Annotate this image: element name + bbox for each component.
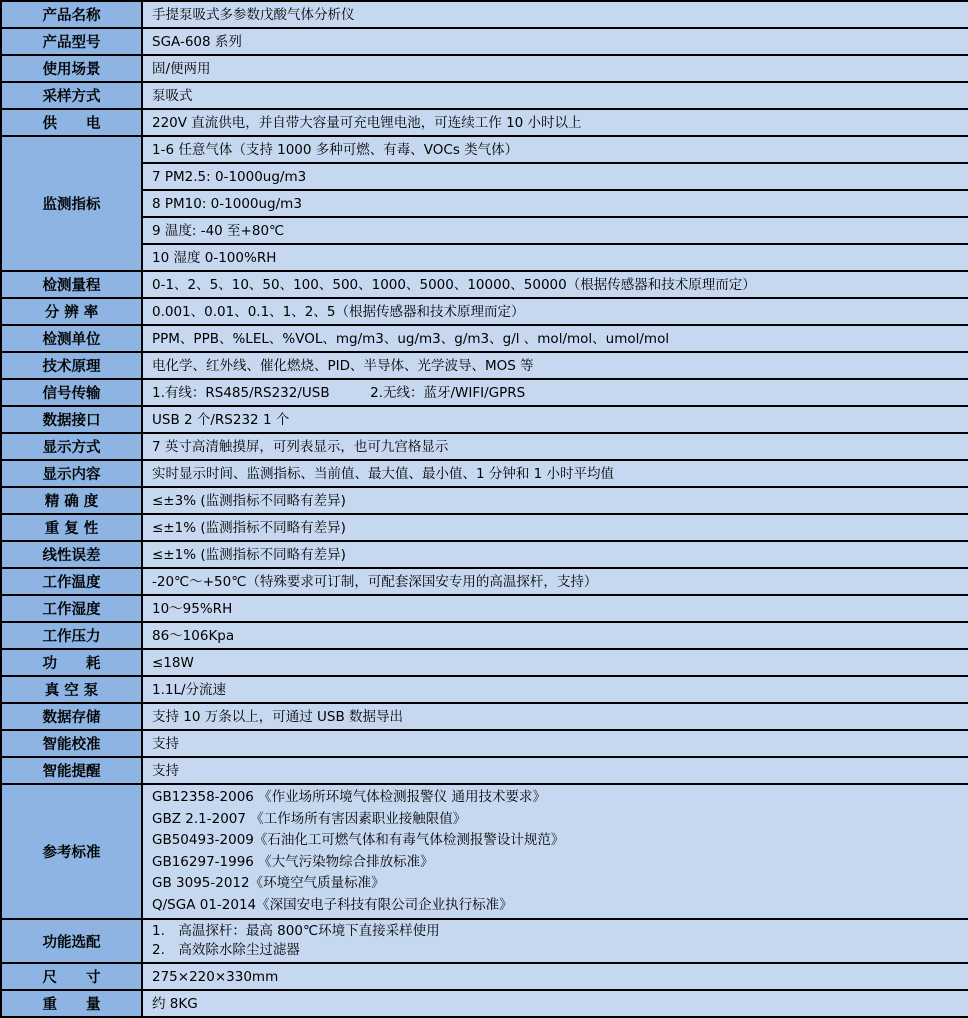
spec-value: 0-1、2、5、10、50、100、500、1000、5000、10000、50000（根据传感器和技术原理而定） bbox=[142, 271, 968, 298]
row-technical-principle bbox=[1, 352, 968, 379]
spec-value: 220V 直流供电，并自带大容量可充电锂电池，可连续工作 10 小时以上 bbox=[142, 109, 968, 136]
spec-value: 10～95%RH bbox=[142, 595, 968, 622]
row-data-interface bbox=[1, 406, 968, 433]
spec-label: 信号传输 bbox=[1, 379, 142, 406]
row-power-supply bbox=[1, 109, 968, 136]
spec-label: 精 确 度 bbox=[1, 487, 142, 514]
row-display-content bbox=[1, 460, 968, 487]
row-vacuum-pump bbox=[1, 676, 968, 703]
spec-value: 1.1L/分流速 bbox=[142, 676, 968, 703]
standard-item: GB50493-2009《石油化工可燃气体和有毒气体检测报警设计规范》 bbox=[152, 832, 565, 848]
spec-value: ≤±1% (监测指标不同略有差异) bbox=[142, 514, 968, 541]
row-usage-scenario bbox=[1, 55, 968, 82]
spec-label: 检测量程 bbox=[1, 271, 142, 298]
spec-value: -20℃～+50℃（特殊要求可订制，可配套深国安专用的高温探杆，支持） bbox=[142, 568, 968, 595]
spec-value: 支持 bbox=[142, 757, 968, 784]
row-monitoring-indicators bbox=[1, 244, 968, 271]
standard-item: GB12358-2006 《作业场所环境气体检测报警仪 通用技术要求》 bbox=[152, 789, 546, 805]
spec-value: ≤±3% (监测指标不同略有差异) bbox=[142, 487, 968, 514]
row-product-model bbox=[1, 28, 968, 55]
spec-label: 数据存储 bbox=[1, 703, 142, 730]
row-product-name bbox=[1, 1, 968, 28]
spec-value: 手提泵吸式多参数戊酸气体分析仪 bbox=[142, 1, 968, 28]
spec-label: 数据接口 bbox=[1, 406, 142, 433]
spec-label: 功能选配 bbox=[1, 919, 142, 963]
spec-label: 工作压力 bbox=[1, 622, 142, 649]
row-linearity-error bbox=[1, 541, 968, 568]
row-power-consumption bbox=[1, 649, 968, 676]
row-detection-range bbox=[1, 271, 968, 298]
monitoring-indicator-item: 10 湿度 0-100%RH bbox=[142, 244, 968, 271]
monitoring-indicator-item: 8 PM10: 0-1000ug/m3 bbox=[142, 190, 968, 217]
row-signal-transmission bbox=[1, 379, 968, 406]
spec-value: ≤±1% (监测指标不同略有差异) bbox=[142, 541, 968, 568]
row-monitoring-indicators bbox=[1, 163, 968, 190]
spec-label: 工作温度 bbox=[1, 568, 142, 595]
optional-features-list bbox=[142, 919, 968, 963]
row-smart-reminder bbox=[1, 757, 968, 784]
monitoring-indicator-item: 1-6 任意气体（支持 1000 多种可燃、有毒、VOCs 类气体） bbox=[142, 136, 968, 163]
spec-label: 线性误差 bbox=[1, 541, 142, 568]
standard-item: GB 3095-2012《环境空气质量标准》 bbox=[152, 875, 385, 891]
spec-label: 重 复 性 bbox=[1, 514, 142, 541]
spec-label: 智能校准 bbox=[1, 730, 142, 757]
spec-label: 工作湿度 bbox=[1, 595, 142, 622]
standard-item: GBZ 2.1-2007 《工作场所有害因素职业接触限值》 bbox=[152, 810, 467, 827]
spec-label: 采样方式 bbox=[1, 82, 142, 109]
row-data-storage bbox=[1, 703, 968, 730]
optional-feature-item: 2. 高效除水除尘过滤器 bbox=[152, 942, 300, 958]
spec-label: 参考标准 bbox=[1, 784, 142, 919]
spec-label: 检测单位 bbox=[1, 325, 142, 352]
spec-label: 技术原理 bbox=[1, 352, 142, 379]
row-working-temperature bbox=[1, 568, 968, 595]
row-monitoring-indicators bbox=[1, 190, 968, 217]
standard-item: Q/SGA 01-2014《深国安电子科技有限公司企业执行标准》 bbox=[152, 896, 513, 913]
row-accuracy bbox=[1, 487, 968, 514]
optional-feature-item: 1. 高温探杆：最高 800℃环境下直接采样使用 bbox=[152, 923, 440, 939]
spec-value: 支持 10 万条以上，可通过 USB 数据导出 bbox=[142, 703, 968, 730]
spec-label: 监测指标 bbox=[1, 136, 142, 271]
row-dimensions bbox=[1, 963, 968, 990]
spec-value: 0.001、0.01、0.1、1、2、5（根据传感器和技术原理而定） bbox=[142, 298, 968, 325]
spec-value: ≤18W bbox=[142, 649, 968, 676]
spec-label: 供 电 bbox=[1, 109, 142, 136]
spec-label: 重 量 bbox=[1, 990, 142, 1017]
spec-value: 约 8KG bbox=[142, 990, 968, 1017]
spec-label: 真 空 泵 bbox=[1, 676, 142, 703]
spec-label: 产品名称 bbox=[1, 1, 142, 28]
row-detection-unit bbox=[1, 325, 968, 352]
standard-item: GB16297-1996 《大气污染物综合排放标准》 bbox=[152, 853, 434, 870]
reference-standards-list bbox=[142, 784, 968, 919]
spec-value: 固/便两用 bbox=[142, 55, 968, 82]
monitoring-indicator-item: 9 温度: -40 至+80℃ bbox=[142, 217, 968, 244]
row-repeatability bbox=[1, 514, 968, 541]
row-weight bbox=[1, 990, 968, 1017]
spec-label: 显示内容 bbox=[1, 460, 142, 487]
spec-value: PPM、PPB、%LEL、%VOL、mg/m3、ug/m3、g/m3、g/l 、mol/mol、umol/mol bbox=[142, 325, 968, 352]
spec-value: USB 2 个/RS232 1 个 bbox=[142, 406, 968, 433]
row-monitoring-indicators bbox=[1, 217, 968, 244]
spec-label: 智能提醒 bbox=[1, 757, 142, 784]
row-sampling-method bbox=[1, 82, 968, 109]
spec-label: 分 辨 率 bbox=[1, 298, 142, 325]
spec-label: 使用场景 bbox=[1, 55, 142, 82]
spec-value: 支持 bbox=[142, 730, 968, 757]
row-monitoring-indicators bbox=[1, 136, 968, 163]
spec-value: 1.有线：RS485/RS232/USB 2.无线：蓝牙/WIFI/GPRS bbox=[142, 379, 968, 406]
spec-label: 显示方式 bbox=[1, 433, 142, 460]
spec-value: 7 英寸高清触摸屏，可列表显示，也可九宫格显示 bbox=[142, 433, 968, 460]
spec-value: 86～106Kpa bbox=[142, 622, 968, 649]
row-display-mode bbox=[1, 433, 968, 460]
row-resolution bbox=[1, 298, 968, 325]
spec-value: 275×220×330mm bbox=[142, 963, 968, 990]
row-smart-calibration bbox=[1, 730, 968, 757]
row-working-humidity bbox=[1, 595, 968, 622]
row-optional-features bbox=[1, 919, 968, 963]
spec-value: 电化学、红外线、催化燃烧、PID、半导体、光学波导、MOS 等 bbox=[142, 352, 968, 379]
row-reference-standards bbox=[1, 784, 968, 919]
row-working-pressure bbox=[1, 622, 968, 649]
spec-value: 实时显示时间、监测指标、当前值、最大值、最小值、1 分钟和 1 小时平均值 bbox=[142, 460, 968, 487]
spec-label: 产品型号 bbox=[1, 28, 142, 55]
spec-value: SGA-608 系列 bbox=[142, 28, 968, 55]
monitoring-indicator-item: 7 PM2.5: 0-1000ug/m3 bbox=[142, 163, 968, 190]
spec-value: 泵吸式 bbox=[142, 82, 968, 109]
spec-label: 尺 寸 bbox=[1, 963, 142, 990]
spec-label: 功 耗 bbox=[1, 649, 142, 676]
